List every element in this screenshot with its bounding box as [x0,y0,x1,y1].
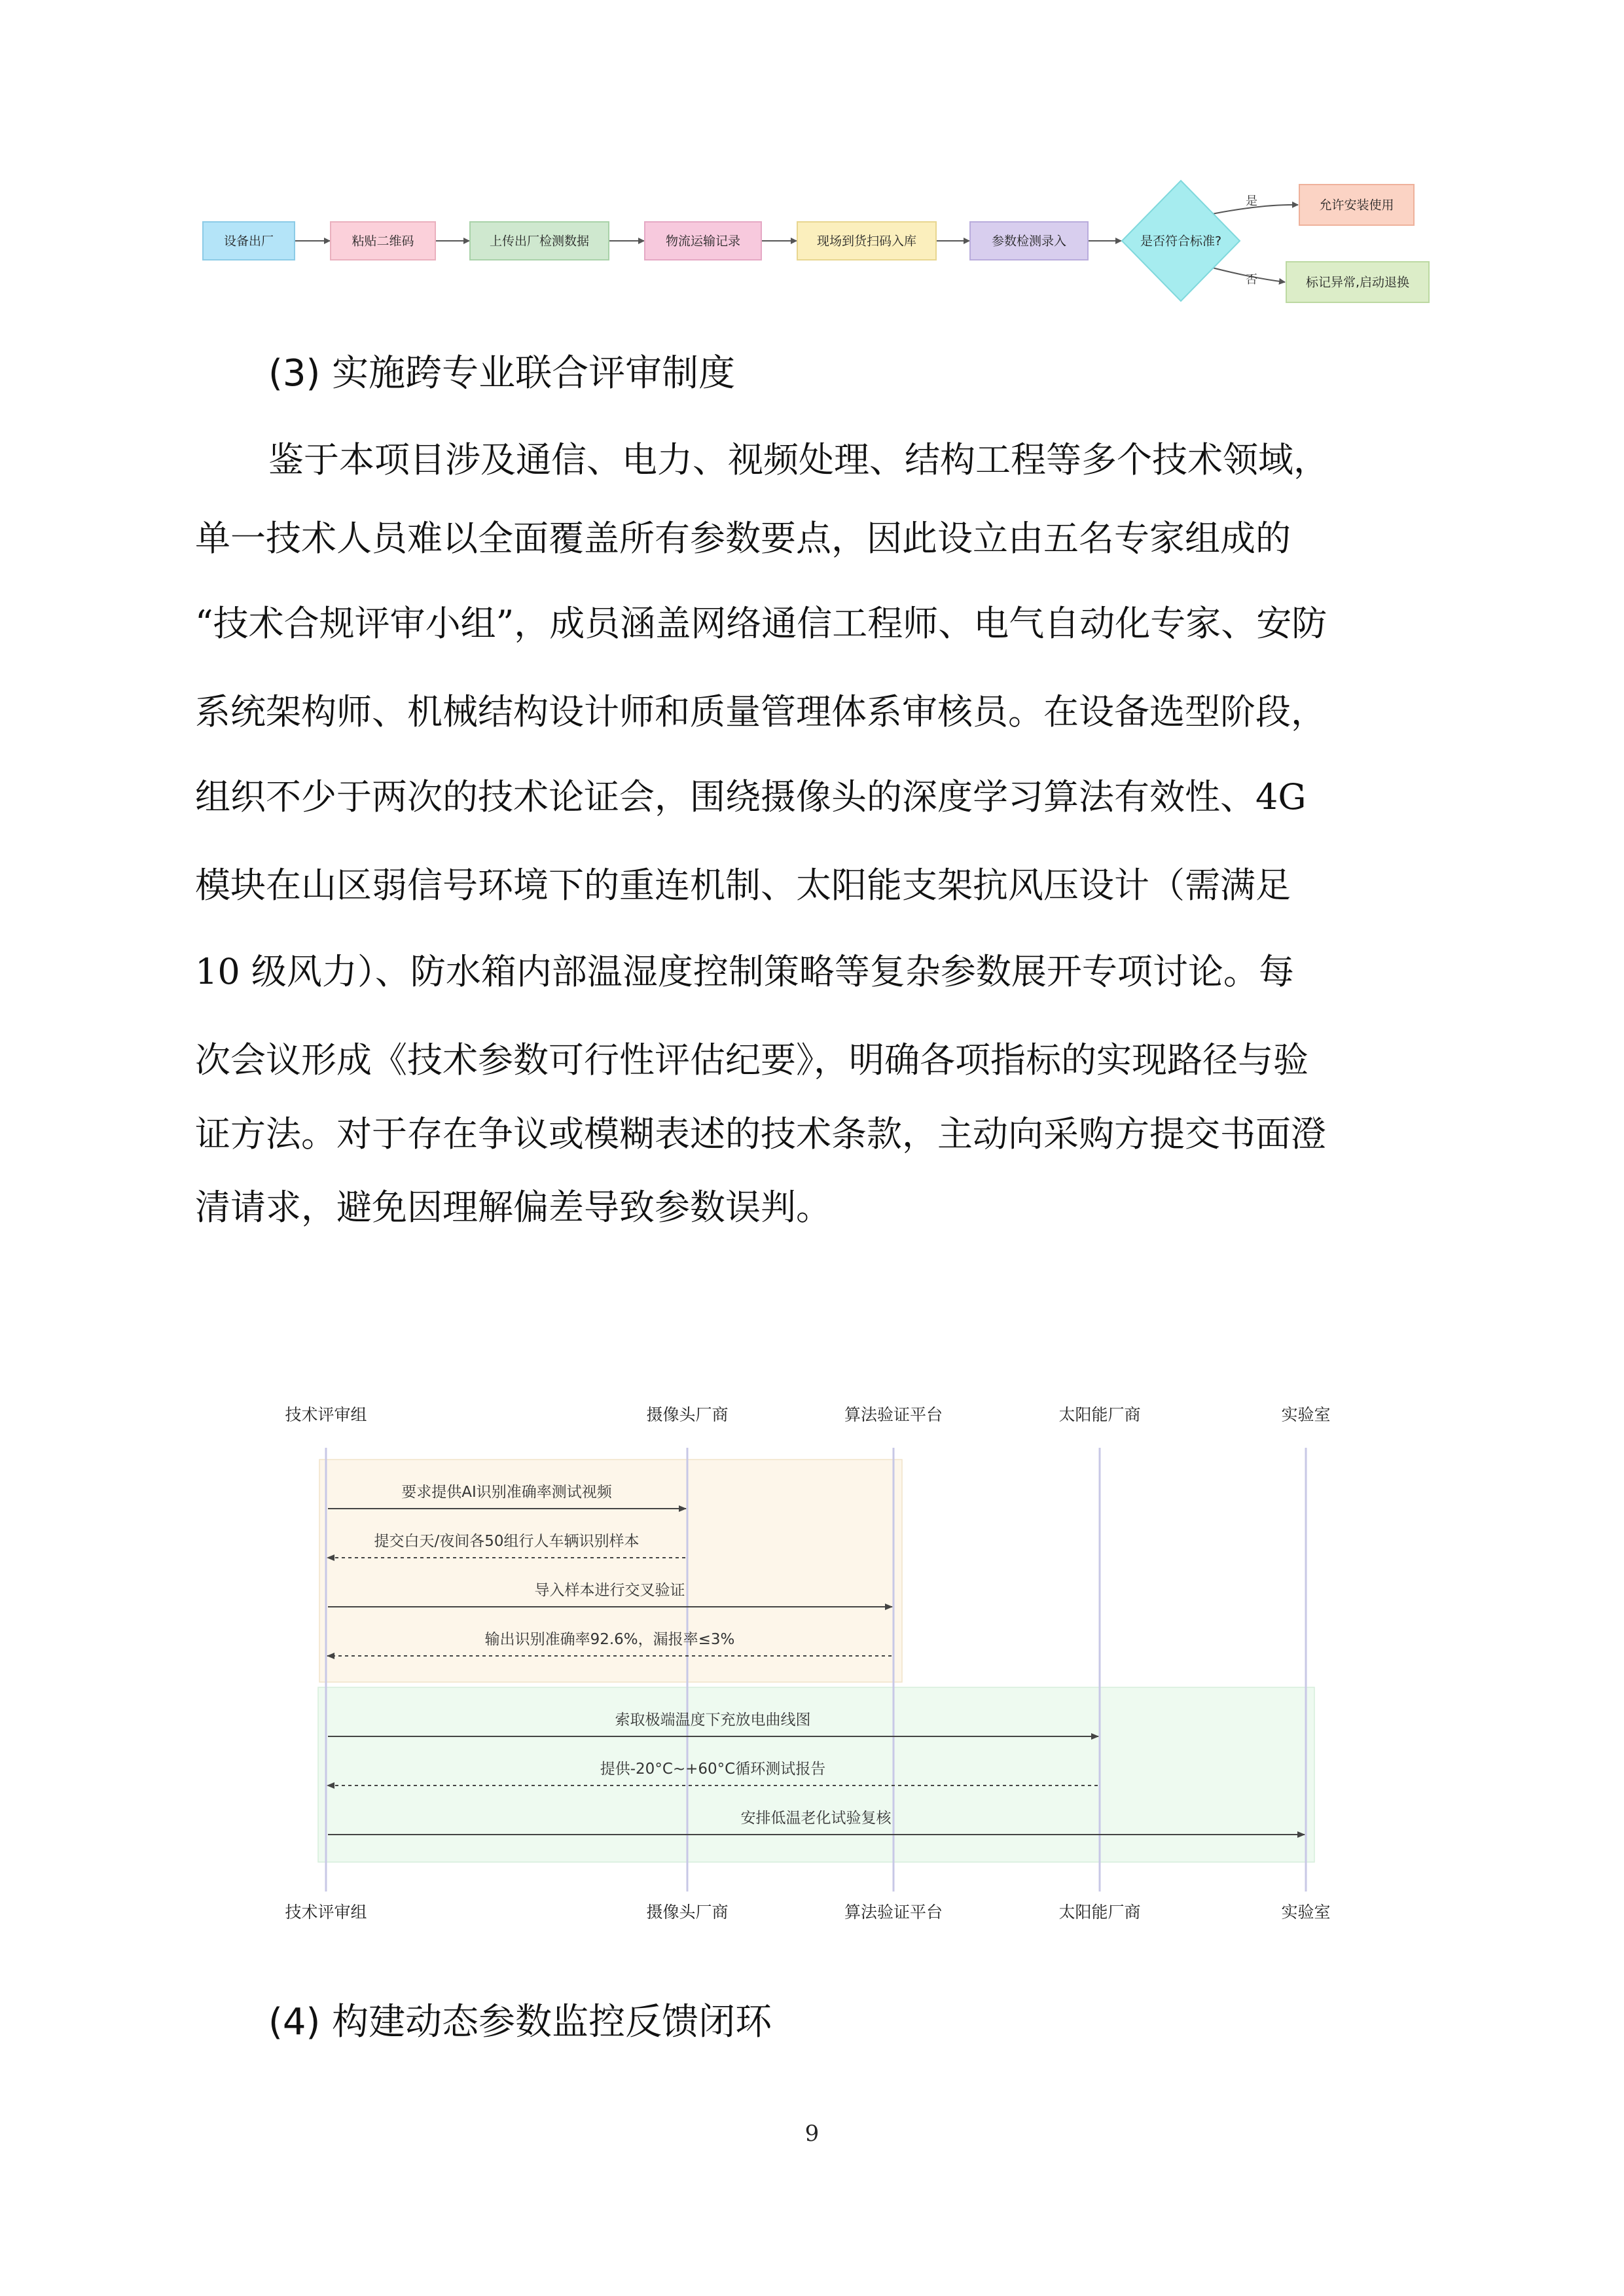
section-heading-4 [268,2000,772,2045]
paragraph-line: 证方法。对于存在争议或模糊表述的技术条款，主动向采购方提交书面澄 [195,1113,1326,1155]
sequence-actor-top: 摄像头厂商 [646,1405,729,1424]
flow-node-label: 上传出厂检测数据 [489,234,590,249]
sequence-message-label: 索取极端温度下充放电曲线图 [615,1712,811,1729]
sequence-actor-bottom: 太阳能厂商 [1058,1903,1141,1922]
flow-node-label: 设备出厂 [223,234,274,249]
sequence-actor-bottom: 摄像头厂商 [646,1903,729,1922]
section-number: (3) [268,352,321,395]
sequence-message-label: 提交白天/夜间各50组行人车辆识别样本 [374,1533,640,1550]
inspection-flowchart [0,0,1624,327]
flow-branch-yes-label: 是 [1246,194,1257,208]
section-heading-3 [268,351,735,397]
flow-node-label: 参数检测录入 [991,234,1067,249]
flow-branch-no-label: 否 [1246,273,1257,287]
sequence-actor-bottom: 算法验证平台 [844,1903,943,1922]
section-title: 实施跨专业联合评审制度 [332,352,736,395]
sequence-actor-top: 算法验证平台 [844,1405,943,1424]
paragraph-line: 模块在山区弱信号环境下的重连机制、太阳能支架抗风压设计（需满足 [195,865,1291,906]
paragraph-line: 次会议形成《技术参数可行性评估纪要》，明确各项指标的实现路径与验 [195,1039,1308,1081]
sequence-message-label: 安排低温老化试验复核 [740,1810,892,1827]
paragraph-line: 组织不少于两次的技术论证会，围绕摄像头的深度学习算法有效性、4G [195,776,1307,817]
sequence-message-label: 输出识别准确率92.6%，漏报率≤3% [484,1631,735,1648]
flow-node-n2 [331,222,435,260]
paragraph-line: 鉴于本项目涉及通信、电力、视频处理、结构工程等多个技术领域， [268,439,1329,480]
sequence-actor-top: 实验室 [1281,1405,1331,1424]
paragraph-line: 清请求，避免因理解偏差导致参数误判。 [195,1187,831,1228]
flow-node-n1 [203,222,295,260]
review-sequence-diagram [0,1374,1624,1950]
sequence-message-label: 导入样本进行交叉验证 [534,1582,685,1599]
sequence-message-label: 要求提供AI识别准确率测试视频 [401,1484,612,1501]
sequence-message-label: 提供-20°C~+60°C循环测试报告 [600,1761,826,1778]
flow-node-label: 现场到货扫码入库 [816,234,917,249]
sequence-actor-top: 太阳能厂商 [1058,1405,1141,1424]
paragraph-line: 系统架构师、机械结构设计师和质量管理体系审核员。在设备选型阶段， [195,691,1326,732]
page-number: 9 [804,2121,820,2147]
flow-node-label: 允许安装使用 [1319,198,1394,213]
flow-node-label: 标记异常,启动退换 [1305,275,1410,290]
paragraph-line: “技术合规评审小组”，成员涵盖网络通信工程师、电气自动化专家、安防 [195,603,1327,644]
sequence-actor-bottom: 实验室 [1281,1903,1331,1922]
flow-node-n6 [970,222,1088,260]
flow-node-label: 粘贴二维码 [352,234,414,249]
flow-node-no_node [1286,262,1429,302]
flow-node-n3 [470,222,609,260]
section-title: 构建动态参数监控反馈闭环 [332,2001,772,2043]
flow-node-n4 [645,222,761,260]
flow-decision [1122,181,1240,301]
flow-node-n5 [797,222,936,260]
flow-node-label: 物流运输记录 [665,234,741,249]
section-number: (4) [268,2001,321,2043]
sequence-actor-top: 技术评审组 [285,1405,367,1424]
sequence-actor-bottom: 技术评审组 [285,1903,367,1922]
flow-decision-label: 是否符合标准? [1140,234,1222,249]
sequence-groups [318,1460,1314,1862]
paragraph-line: 10 级风力）、防水箱内部温湿度控制策略等复杂参数展开专项讨论。每 [195,951,1294,992]
paragraph-line: 单一技术人员难以全面覆盖所有参数要点，因此设立由五名专家组成的 [195,518,1291,559]
flow-node-yes_node [1299,185,1414,225]
